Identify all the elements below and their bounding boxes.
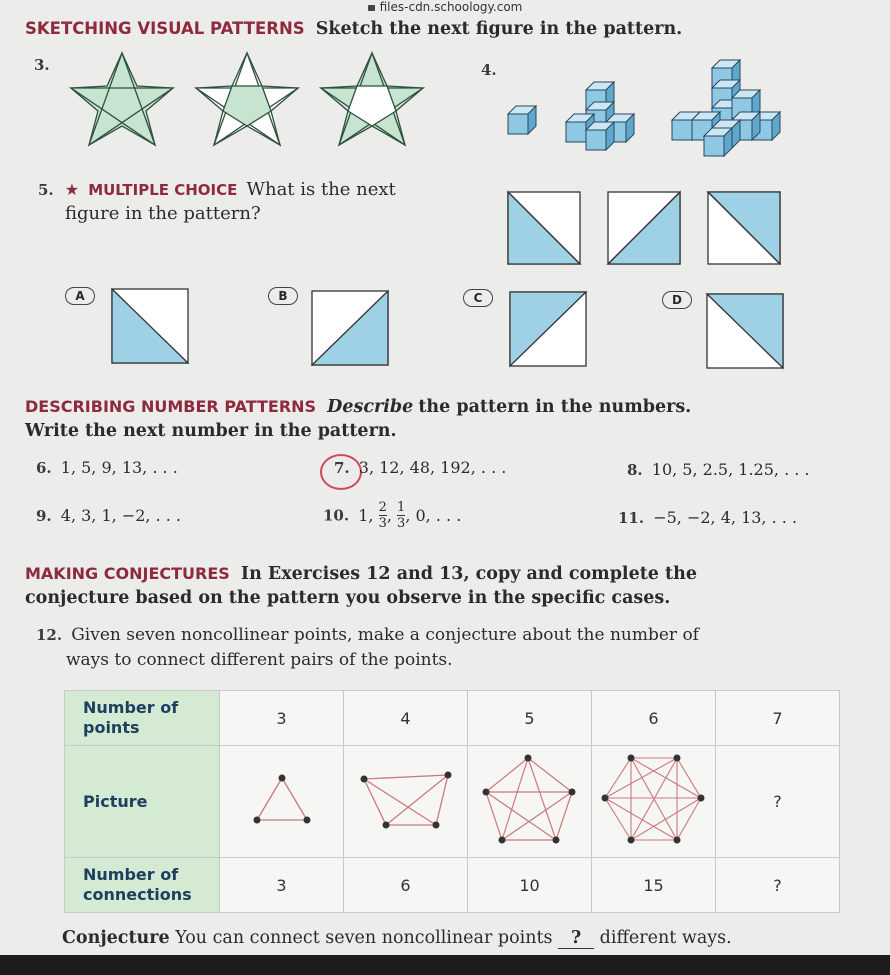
choice-d-badge[interactable]: D bbox=[662, 291, 692, 309]
exercise-9-number: 9. bbox=[36, 507, 52, 525]
exercise-12-line1: Given seven noncollinear points, make a conjecture about the number of bbox=[71, 625, 699, 645]
picture-cell-4 bbox=[344, 746, 468, 858]
exercise-9 bbox=[36, 506, 181, 525]
exercise-5-line1: What is the next bbox=[246, 179, 396, 200]
connections-cell: 6 bbox=[344, 858, 468, 913]
quad-4-points-drawing bbox=[356, 765, 456, 835]
choice-b-figure[interactable] bbox=[310, 289, 390, 367]
star-figure-1 bbox=[71, 53, 173, 145]
exercise-12-line2: ways to connect different pairs of the points. bbox=[66, 650, 453, 670]
choice-c-badge[interactable]: C bbox=[463, 289, 493, 307]
pattern-square-3 bbox=[708, 192, 780, 264]
exercise-4-number: 4. bbox=[481, 61, 497, 79]
section-conjectures-header bbox=[25, 564, 697, 584]
exercise-8 bbox=[627, 460, 810, 479]
section-sketching-title: SKETCHING VISUAL PATTERNS bbox=[25, 19, 305, 38]
exercise-6-number: 6. bbox=[36, 459, 52, 477]
section-number-instr: the pattern in the numbers. bbox=[418, 397, 692, 417]
cube-stack-2 bbox=[566, 82, 634, 150]
exercise-8-text: 10, 5, 2.5, 1.25, . . . bbox=[651, 460, 810, 479]
conjecture-text2: different ways. bbox=[599, 928, 732, 948]
section-conjectures-line2: conjecture based on the pattern you observe in the specific cases. bbox=[25, 588, 671, 608]
exercise-12 bbox=[36, 625, 699, 645]
pentagon-5-points-drawing bbox=[480, 752, 580, 848]
section-number-title: DESCRIBING NUMBER PATTERNS bbox=[25, 397, 317, 416]
exercise-8-number: 8. bbox=[627, 461, 643, 479]
exercise-10-first: 1, bbox=[358, 506, 374, 525]
hexagon-6-points-drawing bbox=[601, 752, 707, 848]
picture-cell-5 bbox=[468, 746, 592, 858]
row-label-connections: Number of connections bbox=[65, 858, 220, 913]
lock-icon bbox=[368, 5, 375, 11]
points-cell: 3 bbox=[220, 691, 344, 746]
exercise-12-number: 12. bbox=[36, 626, 63, 644]
connections-cell: 3 bbox=[220, 858, 344, 913]
exercise-6 bbox=[36, 458, 178, 477]
choice-a-badge[interactable]: A bbox=[65, 287, 95, 305]
points-cell: 7 bbox=[716, 691, 840, 746]
points-cell: 5 bbox=[468, 691, 592, 746]
exercise-11-number: 11. bbox=[618, 509, 645, 527]
row-label-picture: Picture bbox=[65, 746, 220, 858]
exercise-3-number: 3. bbox=[34, 56, 50, 74]
section-number-instr-italic: Describe bbox=[327, 397, 414, 417]
url-text: files-cdn.schoology.com bbox=[379, 0, 523, 14]
exercise-7-number: 7. bbox=[334, 459, 350, 477]
conjecture-blank[interactable]: ? bbox=[558, 928, 594, 949]
choice-d-figure[interactable] bbox=[705, 292, 785, 370]
exercise-3-stars-figure bbox=[62, 48, 437, 148]
star-figure-3 bbox=[321, 53, 423, 145]
points-cell: 4 bbox=[344, 691, 468, 746]
table-row-connections bbox=[65, 858, 840, 913]
conjecture-line bbox=[62, 928, 732, 949]
fraction-two-thirds: $\frac{2}{3}$ bbox=[378, 500, 387, 531]
points-connections-table bbox=[64, 690, 840, 913]
section-sketching-header bbox=[25, 19, 885, 39]
exercise-5-number: 5. bbox=[38, 181, 54, 199]
exercise-11 bbox=[618, 508, 797, 527]
exercise-10-tail: 0, . . . bbox=[415, 506, 462, 525]
connections-cell: 10 bbox=[468, 858, 592, 913]
exercise-5-line2: figure in the pattern? bbox=[65, 203, 261, 224]
exercise-7 bbox=[334, 458, 506, 477]
conjecture-text1: You can connect seven noncollinear points bbox=[175, 928, 553, 948]
points-cell: 6 bbox=[592, 691, 716, 746]
triangle-3-points-drawing bbox=[247, 770, 317, 830]
exercise-11-text: −5, −2, 4, 13, . . . bbox=[653, 508, 798, 527]
connections-cell: 15 bbox=[592, 858, 716, 913]
picture-cell-7: ? bbox=[716, 746, 840, 858]
pattern-square-1 bbox=[508, 192, 580, 264]
row-label-points: Number of points bbox=[65, 691, 220, 746]
exercise-10: 10. 1, $\frac{2}{3}$ , $\frac{1}{3}$ , 0, . . . bbox=[323, 500, 462, 531]
star-icon: ★ bbox=[64, 180, 80, 199]
exercise-4-cubes-figure bbox=[500, 56, 800, 161]
section-conjectures-line1: In Exercises 12 and 13, copy and complete the bbox=[240, 564, 697, 584]
multiple-choice-label: MULTIPLE CHOICE bbox=[88, 181, 238, 199]
exercise-7-text: 3, 12, 48, 192, . . . bbox=[358, 458, 507, 477]
cube-stack-1 bbox=[508, 106, 536, 134]
pattern-square-2 bbox=[608, 192, 680, 264]
choice-c-figure[interactable] bbox=[508, 290, 588, 368]
picture-cell-3 bbox=[220, 746, 344, 858]
table-row-points bbox=[65, 691, 840, 746]
section-conjectures-title: MAKING CONJECTURES bbox=[25, 564, 230, 583]
section-sketching-instruction: Sketch the next figure in the pattern. bbox=[315, 19, 683, 39]
connections-cell: ? bbox=[716, 858, 840, 913]
bottom-dark-strip bbox=[0, 955, 890, 975]
section-number-header bbox=[25, 397, 691, 417]
choice-a-figure[interactable] bbox=[110, 287, 190, 365]
section-number-line2: Write the next number in the pattern. bbox=[25, 421, 397, 441]
browser-url-bar bbox=[0, 0, 890, 16]
table-row-picture bbox=[65, 746, 840, 858]
exercise-5-pattern-figures bbox=[505, 190, 785, 265]
picture-cell-6 bbox=[592, 746, 716, 858]
conjecture-label: Conjecture bbox=[62, 928, 170, 948]
exercise-10-number: 10. bbox=[323, 506, 350, 525]
fraction-one-third: $\frac{1}{3}$ bbox=[397, 500, 406, 531]
exercise-6-text: 1, 5, 9, 13, . . . bbox=[60, 458, 178, 477]
star-figure-2 bbox=[196, 53, 298, 145]
exercise-5-question bbox=[38, 179, 396, 200]
cube-stack-3 bbox=[672, 60, 780, 156]
exercise-9-text: 4, 3, 1, −2, . . . bbox=[60, 506, 182, 525]
choice-b-badge[interactable]: B bbox=[268, 287, 298, 305]
